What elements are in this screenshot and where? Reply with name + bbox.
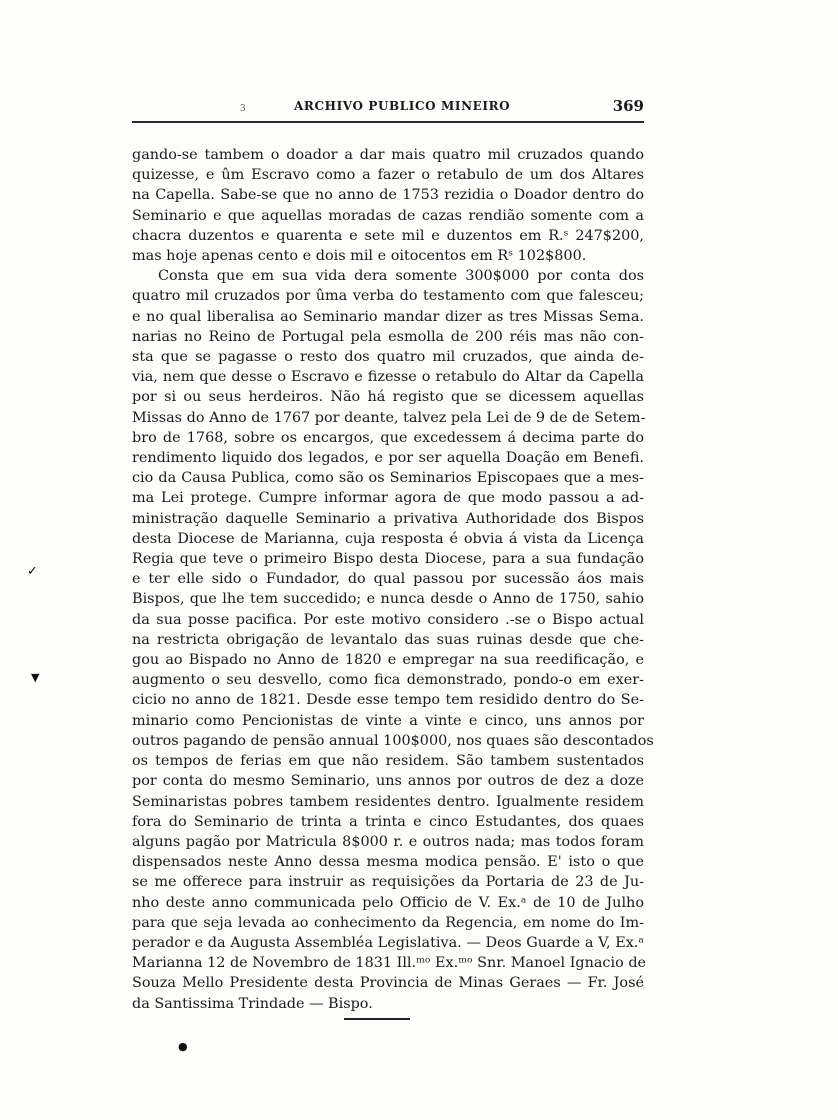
text-line: bro de 1768, sobre os encargos, que excedessem á decima parte do bbox=[132, 429, 644, 446]
text-line: narias no Reino de Portugal pela esmolla de 200 réis mas não con- bbox=[132, 328, 644, 345]
text-line: chacra duzentos e quarenta e sete mil e duzentos em R.ˢ 247$200, bbox=[132, 227, 644, 244]
text-line: Consta que em sua vida dera somente 300$000 por conta dos bbox=[158, 268, 644, 285]
end-rule bbox=[344, 1018, 410, 1020]
header-rule bbox=[132, 121, 644, 123]
text-line: augmento o seu desvello, como fica demonstrado, pondo-o em exer- bbox=[132, 672, 644, 689]
text-line: Bispos, que lhe tem succedido; e nunca desde o Anno de 1750, sahio bbox=[132, 591, 644, 608]
text-line: e no qual liberalisa ao Seminario mandar dizer as tres Missas Sema. bbox=[132, 308, 644, 325]
text-line: da sua posse pacifica. Por este motivo considero .-se o Bispo actual bbox=[132, 611, 644, 628]
text-line: sta que se pagasse o resto dos quatro mil cruzados, que ainda de- bbox=[132, 349, 644, 366]
text-line: Marianna 12 de Novembro de 1831 Ill.ᵐᵒ Ex.ᵐᵒ Snr. Manoel Ignacio de bbox=[132, 955, 647, 972]
text-line: na restricta obrigação de levantalo das suas ruinas desde que che- bbox=[132, 631, 644, 648]
margin-mark: ▼ bbox=[31, 671, 40, 684]
header-mark: 3 bbox=[240, 104, 246, 114]
text-line: minario como Pencionistas de vinte a vinte e cinco, uns annos por bbox=[132, 712, 644, 729]
text-line: cio da Causa Publica, como são os Seminarios Episcopaes que a mes- bbox=[132, 470, 644, 487]
margin-mark: ● bbox=[178, 1040, 188, 1053]
margin-mark: ✓ bbox=[27, 564, 38, 579]
text-line: via, nem que desse o Escravo e fizesse o retabulo do Altar da Capella bbox=[132, 369, 644, 386]
text-line: se me offerece para instruir as requisições da Portaria de 23 de Ju- bbox=[132, 874, 644, 891]
text-line: Regia que teve o primeiro Bispo desta Diocese, para a sua fundação bbox=[132, 551, 644, 568]
text-line: ma Lei protege. Cumpre informar agora de que modo passou a ad- bbox=[132, 490, 644, 507]
text-line: para que seja levada ao conhecimento da Regencia, em nome do Im- bbox=[132, 914, 644, 931]
header-title: ARCHIVO PUBLICO MINEIRO bbox=[294, 99, 511, 113]
text-line: gou ao Bispado no Anno de 1820 e empregar na sua reedificação, e bbox=[132, 652, 644, 669]
text-line: da Santissima Trindade — Bispo. bbox=[132, 995, 373, 1012]
body-text bbox=[132, 145, 654, 1014]
text-line: dispensados neste Anno dessa mesma modica pensão. E' isto o que bbox=[132, 854, 644, 871]
text-line: fora do Seminario de trinta a trinta e cinco Estudantes, dos quaes bbox=[132, 813, 644, 830]
text-line: gando-se tambem o doador a dar mais quatro mil cruzados quando bbox=[132, 147, 644, 163]
text-line: na Capella. Sabe-se que no anno de 1753 rezidia o Doador dentro do bbox=[132, 187, 644, 204]
text-line: alguns pagão por Matricula 8$000 r. e outros nada; mas todos foram bbox=[132, 833, 644, 850]
text-line: Seminaristas pobres tambem residentes dentro. Igualmente residem bbox=[132, 793, 644, 810]
page-number: 369 bbox=[612, 97, 644, 115]
text-line: rendimento liquido dos legados, e por ser aquella Doação em Benefi. bbox=[132, 450, 644, 467]
text-line: cicio no anno de 1821. Desde esse tempo tem residido dentro do Se- bbox=[132, 692, 644, 709]
text-line: e ter elle sido o Fundador, do qual passou por sucessão áos mais bbox=[132, 571, 644, 588]
text-line: por conta do mesmo Seminario, uns annos por outros de dez a doze bbox=[132, 773, 644, 790]
text-line: outros pagando de pensão annual 100$000, nos quaes são descontados bbox=[132, 732, 654, 749]
text-line: perador e da Augusta Assembléa Legislativa. — Deos Guarde a V, Ex.ᵃ bbox=[132, 934, 644, 951]
running-header bbox=[132, 97, 644, 117]
text-line: nho deste anno communicada pelo Officio de V. Ex.ᵃ de 10 de Julho bbox=[132, 894, 644, 911]
text-line: quizesse, e ûm Escravo como a fazer o retabulo de um dos Altares bbox=[132, 167, 644, 184]
text-line: Seminario e que aquellas moradas de cazas rendião somente com a bbox=[132, 207, 644, 224]
text-line: por si ou seus herdeiros. Não há registo que se dicessem aquellas bbox=[132, 389, 644, 406]
text-line: desta Diocese de Marianna, cuja resposta é obvia á vista da Licença bbox=[132, 530, 644, 547]
text-line: Missas do Anno de 1767 por deante, talvez pela Lei de 9 de de Setem- bbox=[132, 409, 646, 426]
text-line: mas hoje apenas cento e dois mil e oitocentos em Rˢ 102$800. bbox=[132, 248, 587, 265]
text-line: quatro mil cruzados por ûma verba do testamento com que falesceu; bbox=[132, 288, 644, 305]
text-line: os tempos de ferias em que não residem. São tambem sustentados bbox=[132, 753, 644, 770]
text-line: Souza Mello Presidente desta Provincia de Minas Geraes — Fr. José bbox=[132, 975, 644, 992]
text-line: ministração daquelle Seminario a privativa Authoridade dos Bispos bbox=[132, 510, 644, 527]
